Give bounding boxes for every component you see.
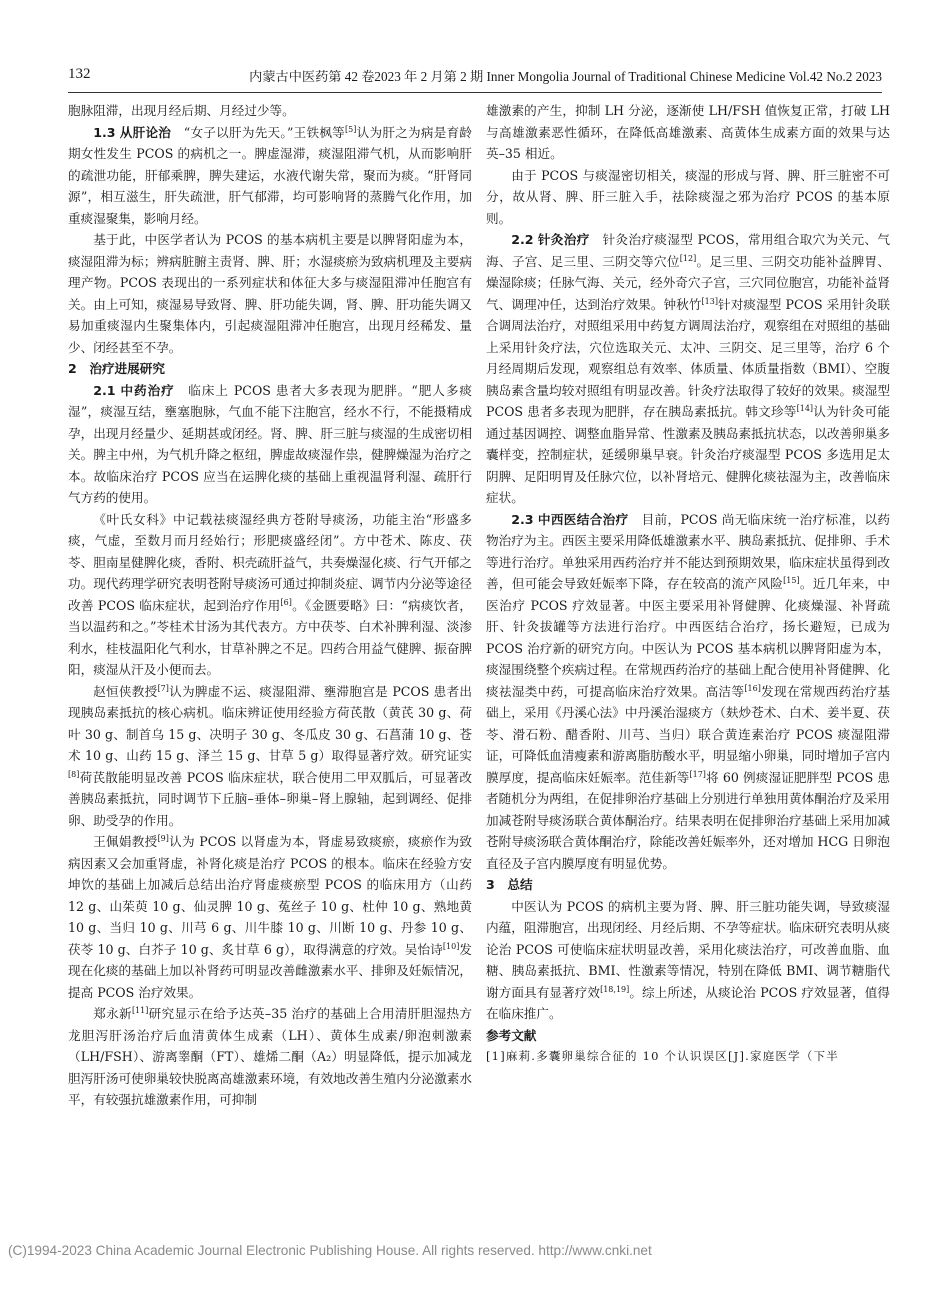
citation[interactable]: [14] bbox=[796, 403, 814, 413]
citation[interactable]: [18,19] bbox=[600, 984, 630, 994]
section-heading-2: 2 治疗进展研究 bbox=[68, 361, 165, 376]
reference-item: [1]麻莉.多囊卵巢综合征的 10 个认识误区[J].家庭医学（下半 bbox=[486, 1049, 839, 1063]
citation[interactable]: [17] bbox=[689, 769, 706, 779]
paragraph: 王佩娟教授[9]认为 PCOS 以肾虚为本，肾虚易致痰瘀，痰瘀作为致病因素又会加重肾虚，补肾化痰是治疗 PCOS 的根本。临床在经验方安坤饮的基础上加减后总结出治疗肾虚痰瘀型 PCOS 的临床用方（山药 12 g、山茱萸 10 g、仙灵脾 10 g、菟丝子 10 g、杜仲 10 g、熟地黄 10 g、当归 10 g、川芎 6 g、川牛膝 10 g、川断 10 g、丹参 10 g、茯苓 10 g、白芥子 10 g、炙甘草 6 g），取得满意的疗效。吴怡诗[10]发现在化痰的基础上加以补肾药可明显改善雌激素水平、排卵及妊娠情况，提高 PCOS 治疗效果。 bbox=[68, 833, 473, 1000]
paragraph: 《叶氏女科》中记载祛痰湿经典方苍附导痰汤，功能主治“形盛多痰，气虚，至数月而月经始行；形肥痰盛经闭”。方中苍术、陈皮、茯苓、胆南星健脾化痰，香附、枳壳疏肝益气，共奏燥湿化痰、行气开郁之功。现代药理学研究表明苍附导痰汤可通过抑制炎症、调节内分泌等途径改善 PCOS 临床症状，起到治疗作用[6]。《金匮要略》曰：“病痰饮者，当以温药和之。”苓桂术甘汤为其代表方。方中茯苓、白术补脾利湿、淡渗利水，桂枝温阳化气利水，甘草补脾之不足。四药合用益气健脾、振奋脾阳，痰湿从汗及小便而去。 bbox=[68, 511, 472, 677]
section-1-3: 1.3 从肝论治 “女子以肝为先天。”王铁枫等[5]认为肝之为病是育龄期女性发生 PCOS 的病机之一。脾虚湿滞，痰湿阻滞气机，从而影响肝的疏泄功能，肝郁乘脾，脾失建运，水液代谢失常，聚而为痰。“肝肾同源”，相互滋生，肝失疏泄，肝气郁滞，均可影响肾的蒸腾气化作用，加重痰湿聚集，影响月经。 bbox=[68, 124, 473, 226]
citation[interactable]: [11] bbox=[131, 1005, 149, 1015]
citation[interactable]: [5] bbox=[345, 124, 357, 134]
paragraph: 基于此，中医学者认为 PCOS 的基本病机主要是以脾肾阳虚为本，痰湿阻滞为标；辨病脏腑主责肾、脾、肝；水湿痰瘀为致病机理及主要病理产物。PCOS 表现出的一系列症状和体征大多与痰湿阻滞冲任胞宫有关。由上可知，痰湿易导致肾、脾、肝功能失调，肾、脾、肝功能失调又易加重痰湿内生聚集体内，引起痰湿阻滞冲任胞宫，出现月经稀发、量少、闭经甚至不孕。 bbox=[68, 232, 472, 355]
journal-running-title: 内蒙古中医药第 42 卷2023 年 2 月第 2 期 Inner Mongolia Journal of Traditional Chinese Medicine Vol.42 No.2 2023 bbox=[249, 69, 882, 84]
citation[interactable]: [9] bbox=[157, 833, 169, 843]
header-rule bbox=[68, 92, 882, 93]
copyright-footer: (C)1994-2023 China Academic Journal Electronic Publishing House. All rights reserved. http://www.cnki.net bbox=[8, 1243, 652, 1258]
page-header bbox=[68, 62, 882, 88]
citation[interactable]: [7] bbox=[157, 683, 169, 693]
citation[interactable]: [10] bbox=[442, 941, 460, 951]
references-heading: 参考文献 bbox=[486, 1027, 537, 1043]
page-number: 132 bbox=[68, 66, 91, 82]
citation[interactable]: [12] bbox=[679, 253, 697, 263]
paragraph: 中医认为 PCOS 的病机主要为肾、脾、肝三脏功能失调，导致痰湿内蕴，阻滞胞宫，出现闭经、月经后期、不孕等症状。临床研究表明从痰论治 PCOS 可使临床症状明显改善，采用化痰法治疗，可改善血脂、血糖、胰岛素抵抗、BMI、性激素等情况，特别在降低 BMI、调节糖脂代谢方面具有显著疗效[18,19]。综上所述，从痰论治 PCOS 疗效显著，值得在临床推广。 bbox=[486, 898, 890, 1021]
paragraph: 雄激素的产生，抑制 LH 分泌，逐渐使 LH/FSH 值恢复正常，打破 LH 与高雄激素恶性循环，在降低高雄激素、高黄体生成素方面的效果与达英–35 相近。 bbox=[486, 103, 890, 161]
citation[interactable]: [8] bbox=[68, 769, 80, 779]
section-2-1: 2.1 中药治疗 临床上 PCOS 患者大多表现为肥胖。“肥人多痰湿”，痰湿互结，壅塞胞脉，气血不能下注胞宫，经水不行，不能摄精成孕，出现月经量少、延期甚或闭经。肾、脾、肝三脏与痰湿的生成密切相关。脾主中州，为气机升降之枢纽，脾虚故痰湿作祟，健脾燥湿为治疗之本。故临床治疗 PCOS 应当在运脾化痰的基础上重视温肾利湿、疏肝行气方药的使用。 bbox=[68, 382, 472, 505]
right-column bbox=[486, 100, 890, 1068]
section-2-3: 2.3 中西医结合治疗 目前，PCOS 尚无临床统一治疗标准，以药物治疗为主。西医主要采用降低雄激素水平、胰岛素抵抗、促排卵、手术等进行治疗。单独采用西药治疗并不能达到预期效果，临床症状虽得到改善，但可能会导致妊娠率下降，存在较高的流产风险[15]。近几年来，中医治疗 PCOS 疗效显著。中医主要采用补肾健脾、化痰燥湿、补肾疏肝、针灸拔罐等方法进行治疗。中西医结合治疗，扬长避短，已成为 PCOS 治疗新的研究方向。中医认为 PCOS 基本病机以脾肾阳虚为本，痰湿围绕整个疾病过程。在常规西药治疗的基础上配合使用补肾健脾、化痰祛湿类中药，可提高临床治疗效果。高洁等[16]发现在常规西药治疗基础上，采用《丹溪心法》中丹溪治湿痰方（麸炒苍术、白术、姜半夏、茯苓、滑石粉、醋香附、川芎、当归）联合黄连素治疗 PCOS 痰湿阻滞证，可降低血清瘦素和游离脂肪酸水平，明显缩小卵巢，同时增加子宫内膜厚度，提高临床妊娠率。范佳新等[17]将 60 例痰湿证肥胖型 PCOS 患者随机分为两组，在促排卵治疗基础上分别进行单独用黄体酮治疗及采用加减苍附导痰汤联合黄体酮治疗。结果表明在促排卵治疗基础上采用加减苍附导痰汤联合黄体酮治疗，除能改善妊娠率外，还对增加 HCG 日卵泡直径及子宫内膜厚度有明显优势。 bbox=[486, 511, 891, 871]
paragraph: 由于 PCOS 与痰湿密切相关，痰湿的形成与肾、脾、肝三脏密不可分，故从肾、脾、肝三脏入手，祛除痰湿之邪为治疗 PCOS 的基本原则。 bbox=[486, 167, 890, 226]
paragraph: 胞脉阻滞，出现月经后期、月经过少等。 bbox=[68, 103, 295, 118]
citation[interactable]: [16] bbox=[744, 683, 761, 693]
paragraph: 郑永新[11]研究显示在给予达英–35 治疗的基础上合用清肝胆湿热方龙胆泻肝汤治疗后血清黄体生成素（LH）、黄体生成素/卵泡刺激素（LH/FSH）、游离睾酮（FT）、雄烯二酮（A₂）明显降低，提示加减龙胆泻肝汤可使卵巢较快脱离高雄激素环境，有效地改善生殖内分泌激素水平，有较强抗雄激素作用，可抑制 bbox=[68, 1005, 473, 1107]
citation[interactable]: [13] bbox=[701, 296, 718, 306]
citation[interactable]: [6] bbox=[280, 597, 292, 607]
paragraph: 赵恒侠教授[7]认为脾虚不运、痰湿阻滞、壅滞胞宫是 PCOS 患者出现胰岛素抵抗的核心病机。临床辨证使用经验方荷芪散（黄芪 30 g、荷叶 30 g、制首乌 15 g、决明子 30 g、冬瓜皮 30 g、石菖蒲 10 g、苍术 10 g、山药 15 g、泽兰 15 g、甘草 5 g）取得显著疗效。研究证实[8]荷芪散能明显改善 PCOS 临床症状，联合使用二甲双胍后，可显著改善胰岛素抵抗，同时调节下丘脑–垂体–卵巢–肾上腺轴，起到调经、促排卵、助受孕的作用。 bbox=[68, 683, 472, 828]
left-column bbox=[68, 100, 472, 1111]
section-2-2: 2.2 针灸治疗 针灸治疗痰湿型 PCOS，常用组合取穴为关元、气海、子宫、足三里、三阴交等穴位[12]。足三里、三阴交功能补益脾胃、燥湿除痰；任脉气海、关元，经外奇穴子宫，三穴同位胞宫，功能补益肾气、调理冲任，达到治疗效果。钟秋竹[13]针对痰湿型 PCOS 采用针灸联合调周法治疗，对照组采用中药复方调周法治疗，观察组在对照组的基础上采用针灸疗法，穴位选取关元、太冲、三阴交、足三里等，治疗 6 个月经周期后发现，观察组总有效率、体质量、体质量指数（BMI）、空腹胰岛素含量均较对照组有明显改善。针灸疗法取得了较好的效果。痰湿型 PCOS 患者多表现为肥胖，存在胰岛素抵抗。韩文珍等[14]认为针灸可能通过基因调控、调整血脂异常、性激素及胰岛素抵抗状态，以改善卵巢多囊样变，控制症状，延缓卵巢早衰。针灸治疗痰湿型 PCOS 多选用足太阴脾、足阳明胃及任脉穴位，以补肾培元、健脾化痰祛湿为主，改善临床症状。 bbox=[486, 232, 891, 505]
section-heading-3: 3 总结 bbox=[486, 877, 533, 892]
citation[interactable]: [15] bbox=[783, 575, 800, 585]
